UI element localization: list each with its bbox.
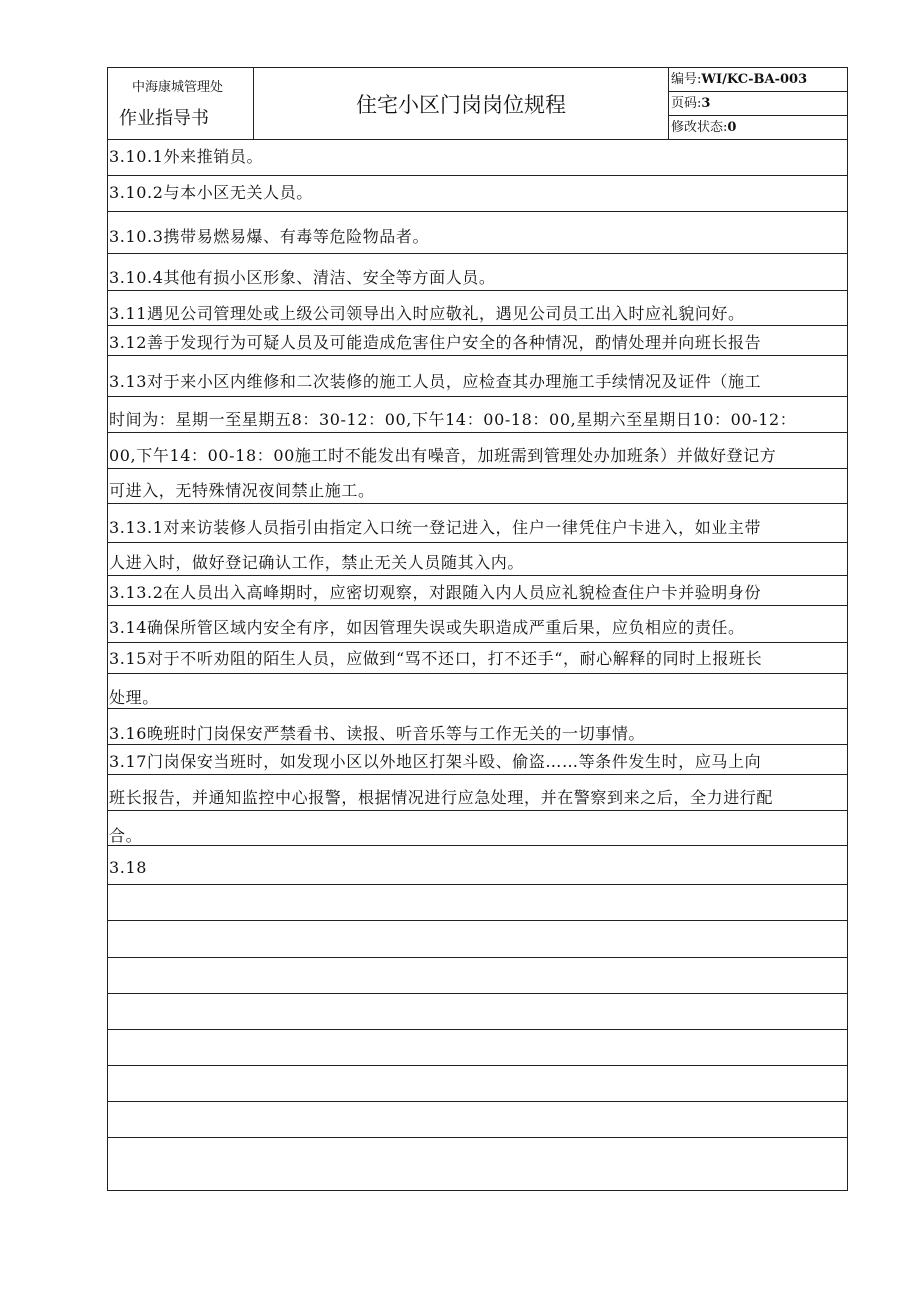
body-line [108, 469, 847, 504]
document-body [108, 140, 847, 1176]
header-organization-cell [108, 68, 254, 140]
document-type: 作业指导书 [119, 108, 209, 129]
body-line-text: 处理。 [109, 688, 159, 707]
body-line [108, 846, 847, 885]
body-line-text: 3.10.1外来推销员。 [109, 147, 264, 166]
document-sheet [107, 67, 848, 1191]
body-line-text: 3.13对于来小区内维修和二次装修的施工人员，应检查其办理施工手续情况及证件（施工 [109, 372, 762, 391]
organization-name: 中海康城管理处 [132, 80, 224, 95]
body-line [108, 576, 847, 606]
body-line-text: 3.18 [109, 858, 148, 877]
body-line [108, 176, 847, 212]
revision-label: 修改状态: [671, 120, 728, 135]
body-line-text: 3.11遇见公司管理处或上级公司领导出入时应敬礼，遇见公司员工出入时应礼貌问好。 [109, 304, 745, 323]
body-line-text: 3.13.1对来访装修人员指引由指定入口统一登记进入，住户一律凭住户卡进入，如业主带 [109, 518, 762, 537]
body-line-text: 3.14确保所管区域内安全有序，如因管理失误或失职造成严重后果，应负相应的责任。 [109, 618, 745, 637]
body-line [108, 504, 847, 543]
body-line [108, 254, 847, 291]
body-line [108, 326, 847, 356]
body-line [108, 775, 847, 811]
body-line [108, 140, 847, 176]
body-line [108, 885, 847, 921]
body-line [108, 433, 847, 469]
body-line [108, 745, 847, 775]
body-line-text: 3.17门岗保安当班时，如发现小区以外地区打架斗殴、偷盗……等条件发生时，应马上向 [109, 752, 762, 771]
body-line-text: 00,下午14：00-18：00施工时不能发出有噪音，加班需到管理处办加班条）并做好登记方 [109, 446, 777, 465]
body-line [108, 643, 847, 674]
page-number-row [669, 92, 847, 116]
body-line-text: 3.16晚班时门岗保安严禁看书、读报、听音乐等与工作无关的一切事情。 [109, 724, 646, 743]
body-line-text: 合。 [109, 826, 143, 845]
body-line-text: 3.10.4其他有损小区形象、清洁、安全等方面人员。 [109, 268, 496, 287]
body-line-text: 3.10.3携带易燃易爆、有毒等危险物品者。 [109, 227, 430, 246]
body-line [108, 1066, 847, 1102]
body-line [108, 921, 847, 958]
body-line [108, 543, 847, 576]
body-line-text: 3.12善于发现行为可疑人员及可能造成危害住户安全的各种情况，酌情处理并向班长报告 [109, 333, 762, 352]
body-line [108, 811, 847, 846]
page-title: 住宅小区门岗岗位规程 [356, 92, 566, 117]
body-line [108, 709, 847, 745]
body-line-text: 3.10.2与本小区无关人员。 [109, 183, 313, 202]
body-line-text: 班长报告，并通知监控中心报警，根据情况进行应急处理，并在警察到来之后，全力进行配 [109, 788, 774, 807]
body-line [108, 1102, 847, 1138]
body-line [108, 291, 847, 326]
page-number-label: 页码: [671, 96, 702, 111]
body-line [108, 397, 847, 433]
body-line [108, 356, 847, 397]
body-line [108, 212, 847, 254]
body-line [108, 606, 847, 643]
header-meta-cell [669, 68, 847, 140]
revision-status: 0 [727, 120, 737, 135]
revision-row [669, 116, 847, 140]
body-line [108, 958, 847, 994]
body-line [108, 994, 847, 1030]
body-line-text: 人进入时，做好登记确认工作，禁止无关人员随其入内。 [109, 553, 525, 572]
body-line-text: 可进入，无特殊情况夜间禁止施工。 [109, 481, 375, 500]
doc-number: WI/KC-BA-003 [701, 72, 808, 87]
body-line [108, 1138, 847, 1176]
doc-number-label: 编号: [671, 72, 702, 87]
doc-number-row [669, 68, 847, 92]
body-line [108, 1030, 847, 1066]
header-title-cell [254, 68, 669, 140]
page-number: 3 [701, 96, 711, 111]
body-line-text: 3.15对于不听劝阻的陌生人员，应做到“骂不还口，打不还手“，耐心解释的同时上报班长 [109, 649, 763, 668]
body-line-text: 时间为：星期一至星期五8：30-12：00,下午14：00-18：00,星期六至星期日10：00-12： [109, 410, 797, 429]
body-line-text: 3.13.2在人员出入高峰期时，应密切观察，对跟随入内人员应礼貌检查住户卡并验明身份 [109, 583, 762, 602]
body-line [108, 674, 847, 709]
